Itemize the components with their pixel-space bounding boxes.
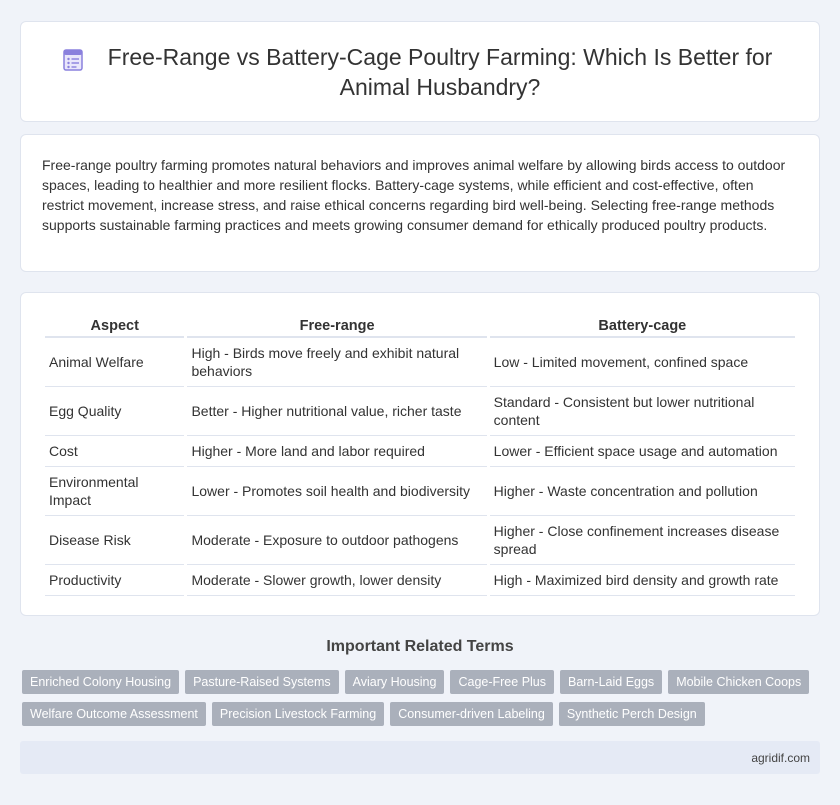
tag-row	[22, 702, 822, 726]
comparison-table	[42, 314, 798, 596]
cell-free-range: High - Birds move freely and exhibit natural behaviors	[187, 338, 486, 387]
tag-mobile-chicken-coops[interactable]: Mobile Chicken Coops	[668, 670, 809, 694]
tag-barn-laid-eggs[interactable]: Barn-Laid Eggs	[560, 670, 662, 694]
cell-battery-cage: Higher - Close confinement increases disease spread	[490, 516, 795, 565]
intro-card	[20, 134, 820, 272]
cell-battery-cage: Lower - Efficient space usage and automation	[490, 436, 795, 467]
tag-row	[22, 670, 822, 694]
table-row	[45, 516, 795, 565]
cell-aspect: Cost	[45, 436, 184, 467]
footer-site-link[interactable]: agridif.com	[751, 751, 810, 765]
tag-pasture-raised-systems[interactable]: Pasture-Raised Systems	[185, 670, 339, 694]
header-free-range: Free-range	[187, 314, 486, 338]
intro-paragraph: Free-range poultry farming promotes natural behaviors and improves animal welfare by allowing birds access to outdoor spaces, leading to healthier and more resilient flocks. Battery-cage systems, while efficient and cost-effective, often restrict movement, increase stress, and raise ethical concerns regarding bird well-being. Selecting free-range methods supports sustainable farming practices and meets growing consumer demand for ethically produced poultry products.	[42, 157, 786, 233]
cell-aspect: Environmental Impact	[45, 467, 184, 516]
footer	[20, 741, 820, 774]
header-battery-cage: Battery-cage	[490, 314, 795, 338]
tag-consumer-driven-labeling[interactable]: Consumer-driven Labeling	[390, 702, 553, 726]
cell-aspect: Egg Quality	[45, 387, 184, 436]
tag-enriched-colony-housing[interactable]: Enriched Colony Housing	[22, 670, 179, 694]
comparison-card	[20, 292, 820, 616]
cell-aspect: Animal Welfare	[45, 338, 184, 387]
table-header-row	[45, 314, 795, 338]
cell-aspect: Productivity	[45, 565, 184, 596]
cell-aspect: Disease Risk	[45, 516, 184, 565]
tag-aviary-housing[interactable]: Aviary Housing	[345, 670, 445, 694]
tag-cage-free-plus[interactable]: Cage-Free Plus	[450, 670, 554, 694]
cell-battery-cage: Higher - Waste concentration and pollution	[490, 467, 795, 516]
page-title: Free-Range vs Battery-Cage Poultry Farming: Which Is Better for Animal Husbandry?	[107, 43, 773, 100]
header-aspect: Aspect	[45, 314, 184, 338]
cell-free-range: Higher - More land and labor required	[187, 436, 486, 467]
cell-battery-cage: Standard - Consistent but lower nutritional content	[490, 387, 795, 436]
cell-free-range: Better - Higher nutritional value, richer taste	[187, 387, 486, 436]
cell-free-range: Moderate - Slower growth, lower density	[187, 565, 486, 596]
tag-synthetic-perch-design[interactable]: Synthetic Perch Design	[559, 702, 705, 726]
table-row	[45, 338, 795, 387]
table-row	[45, 436, 795, 467]
cell-free-range: Lower - Promotes soil health and biodiversity	[187, 467, 486, 516]
title-card	[20, 21, 820, 122]
related-tags	[22, 670, 822, 734]
related-terms-title: Important Related Terms	[326, 638, 514, 655]
table-row	[45, 565, 795, 596]
table-row	[45, 467, 795, 516]
cell-free-range: Moderate - Exposure to outdoor pathogens	[187, 516, 486, 565]
tag-precision-livestock-farming[interactable]: Precision Livestock Farming	[212, 702, 384, 726]
cell-battery-cage: Low - Limited movement, confined space	[490, 338, 795, 387]
table-row	[45, 387, 795, 436]
cell-battery-cage: High - Maximized bird density and growth rate	[490, 565, 795, 596]
tag-welfare-outcome-assessment[interactable]: Welfare Outcome Assessment	[22, 702, 206, 726]
